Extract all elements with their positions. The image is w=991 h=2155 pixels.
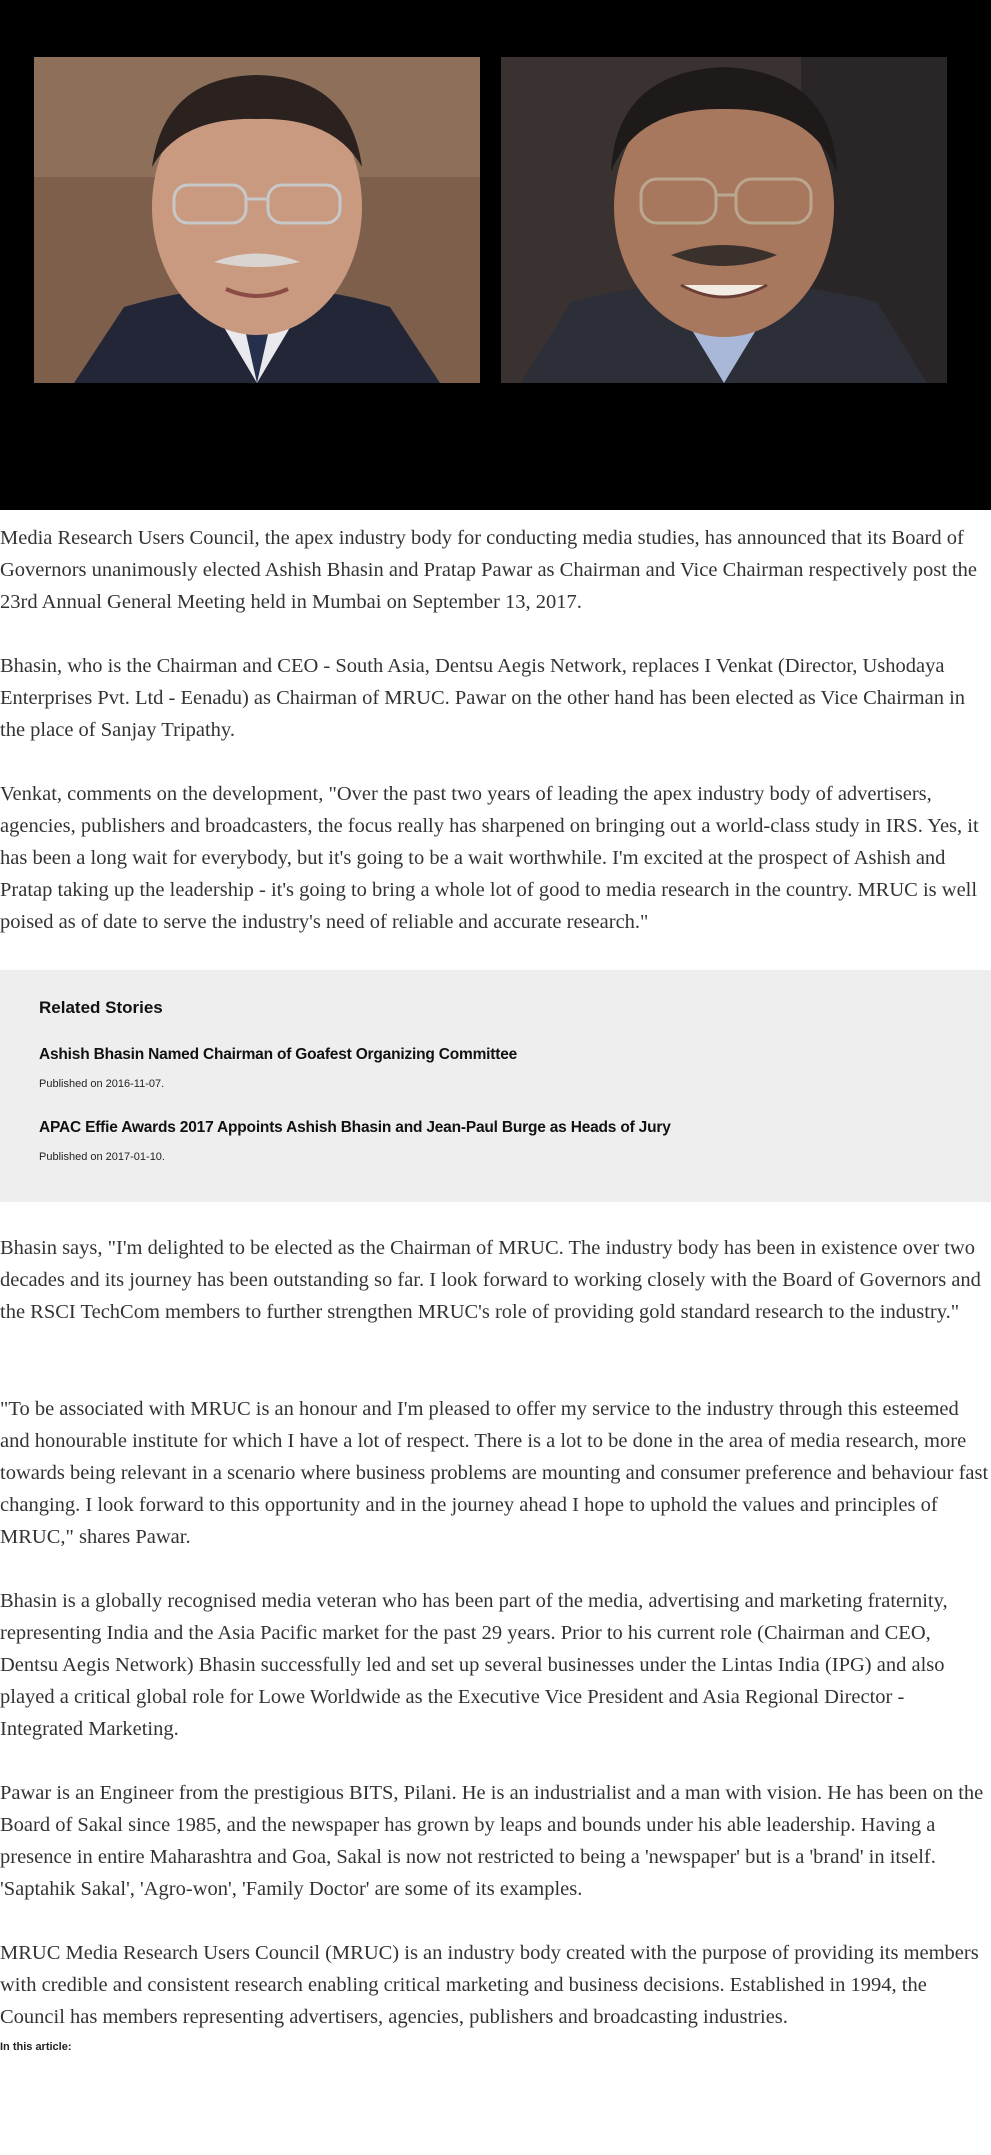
related-stories-box <box>0 970 991 1202</box>
photo-ashish-bhasin <box>34 57 480 383</box>
photo-pratap-pawar <box>501 57 947 383</box>
article-paragraph: Venkat, comments on the development, "Over the past two years of leading the apex industry body of advertisers, agencies, publishers and broadcasters, the focus really has sharpened on bringing out a world-class study in IRS. Yes, it has been a long wait for everybody, but it's going to be a wait worthwhile. I'm excited at the prospect of Ashish and Pratap taking up the leadership - it's going to bring a whole lot of good to media research in the country. MRUC is well poised as of date to serve the industry's need of reliable and accurate research." <box>0 783 979 933</box>
article-paragraph: Bhasin is a globally recognised media veteran who has been part of the media, advertising and marketing fraternity, representing India and the Asia Pacific market for the past 29 years. Prior to his current role (Chairman and CEO, Dentsu Aegis Network) Bhasin successfully led and set up several businesses under the Lintas India (IPG) and also played a critical global role for Lowe Worldwide as the Executive Vice President and Asia Regional Director - Integrated Marketing. <box>0 1590 948 1740</box>
article-paragraph: Bhasin says, "I'm delighted to be elected as the Chairman of MRUC. The industry body has been in existence over two decades and its journey has been outstanding so far. I look forward to working closely with the Board of Governors and the RSCI TechCom members to further strengthen MRUC's role of providing gold standard research to the industry." <box>0 1237 981 1323</box>
hero-image-banner <box>0 0 991 510</box>
related-stories-heading: Related Stories <box>39 998 163 1017</box>
article-paragraph: Media Research Users Council, the apex industry body for conducting media studies, has announced that its Board of Governors unanimously elected Ashish Bhasin and Pratap Pawar as Chairman and Vice Chairman respectively post the 23rd Annual General Meeting held in Mumbai on September 13, 2017. <box>0 527 978 613</box>
related-story-link[interactable]: Ashish Bhasin Named Chairman of Goafest Organizing Committee <box>39 1046 518 1063</box>
related-story-link[interactable]: APAC Effie Awards 2017 Appoints Ashish Bhasin and Jean-Paul Burge as Heads of Jury <box>39 1119 671 1136</box>
related-story-date: Published on 2016-11-07. <box>39 1078 165 1090</box>
article-paragraph: MRUC Media Research Users Council (MRUC) is an industry body created with the purpose of providing its members with credible and consistent research enabling critical marketing and business decisions. Established in 1994, the Council has members representing advertisers, agencies, publishers and broadcasting industries. <box>0 1942 979 2028</box>
related-story-date: Published on 2017-01-10. <box>39 1151 165 1163</box>
article-paragraph: Bhasin, who is the Chairman and CEO - South Asia, Dentsu Aegis Network, replaces I Venkat (Director, Ushodaya Enterprises Pvt. Ltd - Eenadu) as Chairman of MRUC. Pawar on the other hand has been elected as Vice Chairman in the place of Sanjay Tripathy. <box>0 655 966 741</box>
article-paragraph: "To be associated with MRUC is an honour and I'm pleased to offer my service to the industry through this esteemed and honourable institute for which I have a lot of respect. There is a lot to be done in the area of media research, more towards being relevant in a scenario where business problems are mounting and consumer preference and behaviour fast changing. I look forward to this opportunity and in the journey ahead I hope to uphold the values and principles of MRUC," shares Pawar. <box>0 1398 989 1548</box>
in-this-article-label: In this article: <box>0 2041 72 2053</box>
article-paragraph: Pawar is an Engineer from the prestigious BITS, Pilani. He is an industrialist and a man with vision. He has been on the Board of Sakal since 1985, and the newspaper has grown by leaps and bounds under his able leadership. Having a presence in entire Maharashtra and Goa, Sakal is now not restricted to being a 'newspaper' but is a 'brand' in itself. 'Saptahik Sakal', 'Agro-won', 'Family Doctor' are some of its examples. <box>0 1782 984 1900</box>
